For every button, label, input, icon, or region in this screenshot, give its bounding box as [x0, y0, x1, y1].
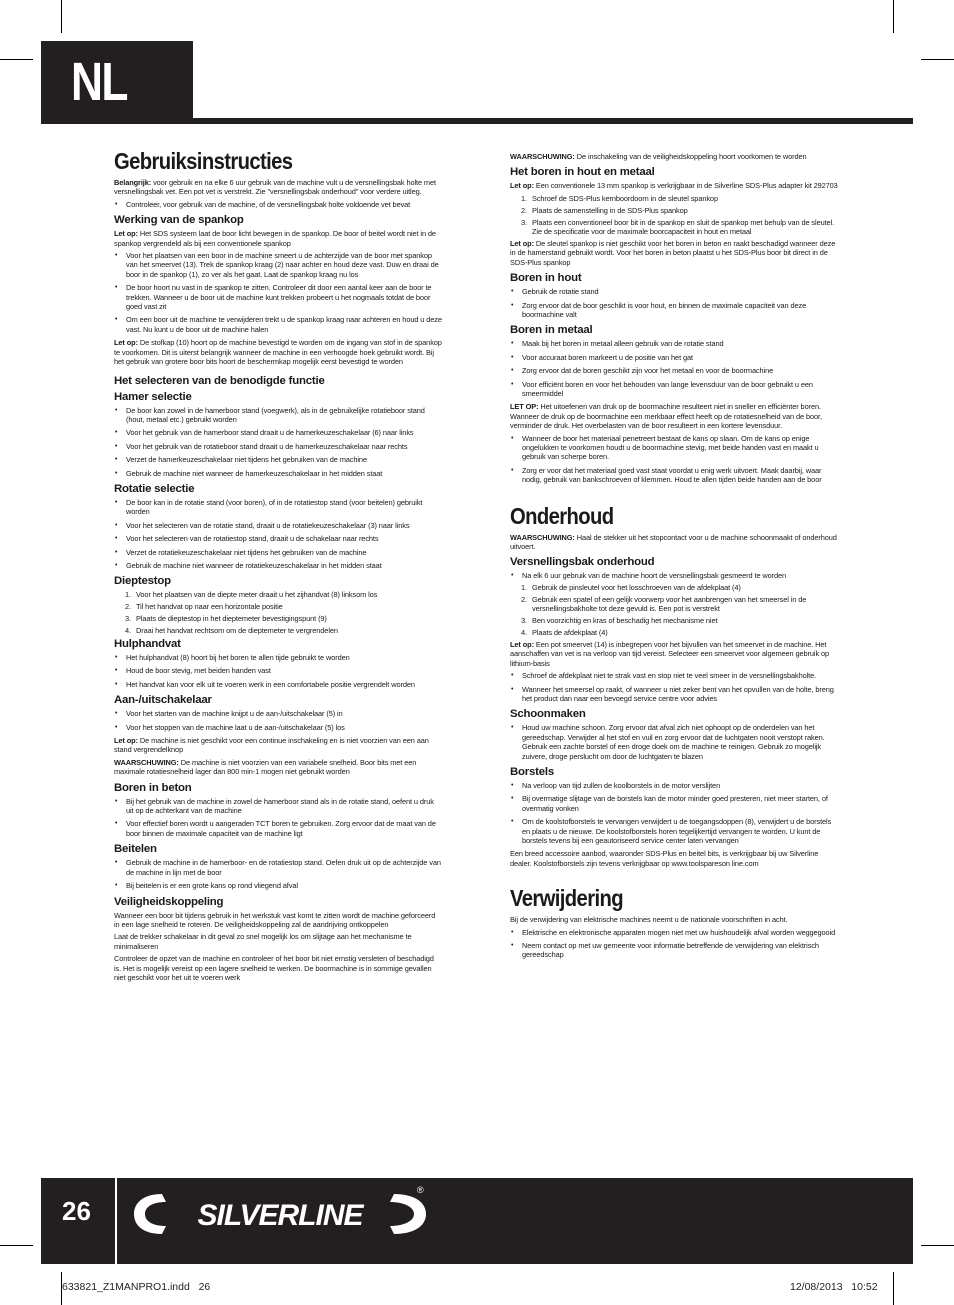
- list-item: 1. Voor het plaatsen van de diepte meter draait u het zijhandvat (8) linksom los: [125, 590, 378, 600]
- heading-veiligheid: Veiligheidskoppeling: [114, 895, 224, 908]
- list-item: • Voor effectief boren wordt u aangeraden TCT boren te gebruiken. Zorg ervoor dat de maat van de boor binnen de maximale capaciteit van de machine ligt: [114, 819, 442, 838]
- paragraph: Controleer de opzet van de machine en controleer of het boor bit niet ernstig versleten of beschadigd is. Het is mogelijk vereist op een lagere snelheid te werken. De boormachine is in sommige gevallen niet geschikt voor het uit te voeren werk: [114, 954, 434, 982]
- heading-schoonmaken: Schoonmaken: [510, 708, 586, 721]
- versnelling-steps: [510, 583, 838, 638]
- list-item: 1. Schroef de SDS-Plus kernboordoorn in de sleutel spankop: [521, 193, 718, 203]
- list-item: • Houd de boor stevig, met beiden handen vast: [114, 666, 442, 675]
- list-item: • Gebruik de machine in de hamerboor- en de rotatiestop stand. Oefen druk uit op de achterzijde van de machine in lijn met de boor: [114, 858, 442, 877]
- list-item: • Voor het plaatsen van een boor in de machine smeert u de achterzijde van de boor met spankop van het smeervet (13). Trek de spankop kraag (2) naar achter en houd deze vast. Duw en draai de boor in de spankop (1), zo ver als het gaat. Laat de spankop kraag nu los: [114, 251, 442, 279]
- list-item: • Voor het stoppen van de machine laat u de aan-/uitschakelaar (5) los: [114, 723, 442, 732]
- heading-hulphandvat: Hulphandvat: [114, 638, 181, 650]
- heading-borstels: Borstels: [510, 765, 554, 778]
- intro-bullets: [114, 200, 442, 209]
- section-title-verwijdering: Verwijdering: [510, 885, 623, 912]
- list-item: • Voor het gebruik van de rotatieboor stand draait u de hamerkeuzeschakelaar naar rechts: [114, 442, 442, 451]
- beton-bullets: [114, 797, 442, 839]
- beitelen-bullets: [114, 858, 442, 890]
- hout-bullets: [510, 287, 838, 319]
- list-item: • Maak bij het boren in metaal alleen gebruik van de rotatie stand: [510, 339, 838, 348]
- paragraph: Wanneer een boor bit tijdens gebruik in het werkstuk vast komt te zitten wordt de machine geforceerd in een lage snelheid te roteren. De veiligheidskoppeling zal de aandrijving ontkoppelen: [114, 910, 436, 929]
- note-paragraph: Let op: De stofkap (10) hoort op de machine bevestigd te worden om de ingang van stof in de spankop te voorkomen. Dit is uiterst belangrijk wanneer de machine in een verhoogde hoek gebruikt wordt. Bij het gebruik van grotere boor bits hoort de beschermkap mogelijk eerst bevestigd te worden: [114, 338, 442, 367]
- heading-functie: Het selecteren van de benodigde functie: [114, 374, 325, 387]
- list-item: • Houd uw machine schoon. Zorg ervoor dat afval zich niet ophoopt op de onderdelen van het gereedschap. Verwijder al het stof en vuil en zorg ervoor dat de luchtgaten nooit verstopt raken. Gebruik een zachte borstel of een droge doek om de machine te reinigen. Gebruik zo mogelijk zuivere, droge perslucht om door de luchtgaten te blazen: [510, 723, 838, 761]
- crop-mark: [0, 1245, 33, 1246]
- hamer-bullets: [114, 406, 442, 478]
- list-item: • Het hulphandvat (8) hoort bij het boren te allen tijde gebruikt te worden: [114, 653, 442, 662]
- note-paragraph: Let op: Het SDS systeem laat de boor licht bewegen in de spankop. De boor of beitel wordt niet in de spankop vergrendeld als bij een conventionele spankop: [114, 229, 436, 248]
- heading-beton: Boren in beton: [114, 781, 192, 794]
- list-item: • Na elk 6 uur gebruik van de machine hoort de versnellingsbak gesmeerd te worden: [510, 571, 838, 580]
- crop-mark: [921, 1245, 954, 1246]
- list-item: 4. Plaats de afdekplaat (4): [521, 628, 608, 637]
- note-paragraph: Let op: Een pot smeervet (14) is inbegrepen voor het bijvullen van het smeervet in de machine. Het aanschaffen van vet is na verloop van tijd vereist. Selecteer een smeervet voor algemeen gebruik op lithium-basis: [510, 639, 830, 668]
- list-item: • Wanneer de boor het materiaal penetreert bestaat de kans op slaan. Om de kans op enige ongelukken te voorkomen houdt u de boormachine stevig, met beide handen vast en maakt u gebruik van scherpe boren.: [510, 434, 838, 462]
- header-rule: [193, 118, 913, 124]
- list-item: • Voor het starten van de machine knijpt u de aan-/uitschakelaar (5) in: [114, 709, 442, 718]
- list-item: 2. Gebruik een spatel of een gelijk voorwerp voor het aanbrengen van het smeersel in de versnellingsbakholte tot deze gevuld is. Een pot is verstrekt: [521, 594, 807, 614]
- hout-metaal-steps: [510, 194, 838, 237]
- list-item: • Schroef de afdekplaat niet te strak vast en stop niet te veel smeer in de versnellingsbakholte.: [510, 671, 838, 680]
- heading-hamer: Hamer selectie: [114, 390, 192, 403]
- list-item: • Verzet de hamerkeuzeschakelaar niet tijdens het gebruiken van de machine: [114, 455, 442, 464]
- rotatie-bullets: [114, 498, 442, 570]
- silverline-logo-mark: [132, 1188, 432, 1240]
- paragraph: Bij de verwijdering van elektrische machines neemt u de nationale voorschriften in acht.: [510, 915, 788, 925]
- paragraph: Laat de trekker schakelaar in dit geval zo snel mogelijk los om slijtage aan het mechanisme te minimaliseren: [114, 932, 412, 951]
- warning-paragraph: WAARSCHUWING: De machine is niet voorzien van een variabele snelheid. Boor bits met een maximale rotatiesnelheid lager dan 800 min-1 mogen niet gebruikt worden: [114, 757, 417, 777]
- list-item: • Het handvat kan voor elk uit te voeren werk in een comfortabele positie vergrendelt worden: [114, 680, 442, 689]
- heading-hout: Boren in hout: [510, 272, 582, 285]
- metaal-bullets-2: [510, 434, 838, 485]
- list-item: • Controleer, voor gebruik van de machine, of de versnellingsbak holte voldoende vet bevat: [114, 200, 442, 209]
- versnelling-bullets-2: [510, 671, 838, 703]
- verwijdering-bullets: [510, 928, 838, 960]
- silverline-logo: [132, 1188, 432, 1240]
- list-item: • Neem contact op met uw gemeente voor informatie betreffende de verwijdering van elektrisch gereedschap: [510, 941, 838, 960]
- crop-mark: [61, 0, 62, 33]
- metaal-bullets: [510, 339, 838, 398]
- list-item: • Om een boor uit de machine te verwijderen trekt u de spankop kraag naar achteren en houd u deze vast. Nu kunt u de boor uit de machine halen: [114, 315, 442, 334]
- list-item: • De boor kan zowel in de hamerboor stand (voegwerk), als in de gebruikelijke rotatieboor stand (hout, metaal etc.) gebruikt worden: [114, 406, 442, 425]
- page-number: 26: [62, 1196, 91, 1226]
- list-item: • Bij overmatige slijtage van de borstels kan de motor minder goed presteren, niet meer starten, of overmatig vonken: [510, 794, 838, 813]
- list-item: • Voor accuraat boren markeert u de positie van het gat: [510, 353, 838, 362]
- slug-date-info: 12/08/2013 10:52: [790, 1281, 878, 1293]
- note-paragraph: Let op: Een conventionele 13 mm spankop is verkrijgbaar in de Silverline SDS-Plus adapter kit 292703: [510, 181, 838, 191]
- hulphandvat-bullets: [114, 653, 442, 689]
- list-item: • Gebruik de machine niet wanneer de hamerkeuzeschakelaar in het midden staat: [114, 469, 442, 478]
- borstels-bullets: [510, 781, 838, 845]
- list-item: • Elektrische en elektronische apparaten mogen niet met uw huishoudelijk afval worden weggegooid: [510, 928, 838, 937]
- slug-file-info: 633821_Z1MANPRO1.indd 26: [62, 1281, 211, 1293]
- list-item: 4. Draai het handvat rechtsom om de dieptemeter te vergrendelen: [125, 626, 338, 636]
- list-item: • Bij het gebruik van de machine in zowel de hamerboor stand als in de rotatie stand, oefent u druk uit op de achterkant van de machine: [114, 797, 442, 816]
- list-item: 3. Ben voorzichtig en kras of beschadig het mechanisme niet: [521, 616, 718, 626]
- crop-mark: [921, 59, 954, 60]
- list-item: • Wanneer het smeersel op raakt, of wanneer u niet zeker bent van het opvullen van de holte, breng het product dan naar een bevoegd service centre voor advies: [510, 685, 838, 704]
- crop-mark: [893, 0, 894, 33]
- list-item: • Om de koolstofborstels te vervangen verwijdert u de toegangsdoppen (8), verwijdert u de borstels en plaats u de nieuwe. De koolstofborstels horen tegelijkertijd vervangen te worden. U kunt de borstels tevens bij een geautoriseerd service center laten vervangen: [510, 817, 838, 845]
- heading-aanuit: Aan-/uitschakelaar: [114, 694, 212, 707]
- list-item: • Na verloop van tijd zullen de koolborstels in de motor verslijten: [510, 781, 838, 790]
- crop-mark: [893, 1272, 894, 1305]
- spankop-bullets: [114, 251, 442, 334]
- list-item: • Zorg ervoor dat de boren geschikt zijn voor het metaal en voor de boormachine: [510, 366, 838, 375]
- list-item: • De boor hoort nu vast in de spankop te zitten. Controleer dit door een aantal keer aan de boor te trekken. Wanneer u de boor uit de machine kunt trekken probeert u het nogmaals totdat de boor goed vast zit: [114, 283, 442, 311]
- list-item: • Gebruik de rotatie stand: [510, 287, 838, 296]
- list-item: • Bij beitelen is er een grote kans op rond vliegend afval: [114, 881, 442, 890]
- list-item: 3. Plaats een conventioneel boor bit in de spankop en sluit de spankop met behulp van de sleutel. Zie de specificatie voor de maximale boorcapaciteit in hout en metaal: [521, 217, 835, 237]
- list-item: • Voor het selecteren van de rotatiestop stand, draait u de schakelaar naar rechts: [114, 534, 442, 543]
- heading-dieptestop: Dieptestop: [114, 575, 171, 588]
- heading-metaal: Boren in metaal: [510, 324, 593, 337]
- right-column: [510, 152, 838, 964]
- list-item: 1. Gebruik de pinsleutel voor het losschroeven van de afdekplaat (4): [521, 582, 741, 592]
- intro-paragraph: Belangrijk: voor gebruik en na elke 6 uur gebruik van de machine vult u de versnellingsbak holte met versnellingsbak vet. Een pot vet is verstrekt. Zie "versnellingsbak onderhoud" voor verdere uitleg.: [114, 178, 436, 197]
- list-item: • Voor efficiënt boren en voor het behouden van lange levensduur van de boor gebruikt u een smeermiddel: [510, 380, 838, 399]
- list-item: • Zorg er voor dat het materiaal goed vast staat voordat u enig werk uitvoert. Maak daarbij, waar nodig, gebruik van bankschroeven of klemmen. Houd te allen tijden beide handen aan de boor: [510, 466, 838, 485]
- list-item: 2. Til het handvat op naar een horizontale positie: [125, 602, 283, 612]
- note-paragraph: Let op: De machine is niet geschikt voor een continue inschakeling en is niet voorzien van een aan stand vergrendelknop: [114, 736, 429, 755]
- heading-versnellingsbak: Versnellingsbak onderhoud: [510, 556, 655, 569]
- paragraph: Een breed accessoire aanbod, waaronder SDS-Plus en beitel bits, is verkrijgbaar bij uw Silverline dealer. Koolstofborstels zijn tevens verkrijgbaar op www.toolspareson line.com: [510, 849, 819, 868]
- section-title-gebruiksinstructies: Gebruiksinstructies: [114, 148, 293, 174]
- footer-divider: [115, 1178, 117, 1264]
- warning-paragraph: WAARSCHUWING: Haal de stekker uit het stopcontact voor u de machine schoonmaakt of onderhoud uitvoert.: [510, 532, 837, 552]
- section-title-onderhoud: Onderhoud: [510, 502, 614, 529]
- list-item: 3. Plaats de dieptestop in het dieptemeter bevestigingspunt (9): [125, 614, 327, 624]
- left-column: [114, 148, 442, 985]
- schoon-bullets: [510, 723, 838, 761]
- language-badge-label: NL: [71, 52, 127, 112]
- heading-spankop: Werking van de spankop: [114, 214, 244, 227]
- list-item: • Zorg ervoor dat de boor geschikt is voor hout, en binnen de maximale capaciteit van deze boormachine valt: [510, 301, 838, 320]
- versnelling-bullets: [510, 571, 838, 580]
- heading-beitelen: Beitelen: [114, 843, 157, 856]
- silverline-logo-text: SILVERLINE: [197, 1199, 363, 1232]
- list-item: 2. Plaats de samenstelling in de SDS-Plus spankop: [521, 205, 688, 215]
- heading-rotatie: Rotatie selectie: [114, 482, 195, 495]
- crop-mark: [0, 59, 33, 60]
- note-paragraph: LET OP: Het uitoefenen van druk op de boormachine resulteert niet in sneller en efficiënter boren. Wanneer de druk op de boormachine een merkbaar effect heeft op de rotatiesnelheid van de boor, verminder de druk. Het overbelasten van de boor resulteert in een kortere levensduur.: [510, 402, 822, 431]
- list-item: • Voor het selecteren van de rotatie stand, draait u de rotatiekeuzeschakelaar (3) naar links: [114, 521, 442, 530]
- dieptestop-steps: [114, 590, 442, 635]
- list-item: • Voor het gebruik van de hamerboor stand draait u de hamerkeuzeschakelaar (6) naar links: [114, 428, 442, 437]
- aanuit-bullets: [114, 709, 442, 732]
- list-item: • Gebruik de machine niet wanneer de rotatiekeuzeschakelaar in het midden staat: [114, 561, 442, 570]
- note-paragraph: Let op: De sleutel spankop is niet geschikt voor het boren in beton en raakt beschadigd wanneer deze in de hamerstand gebruikt wordt. Voor het boren in beton plaatst u het SDS-Plus boor bit direct in de SDS-Plus spankop: [510, 238, 836, 267]
- list-item: • De boor kan in de rotatie stand (voor boren), of in de rotatiestop stand (voor beitelen) gebruikt worden: [114, 498, 442, 517]
- list-item: • Verzet de rotatiekeuzeschakelaar niet tijdens het gebruiken van de machine: [114, 548, 442, 557]
- warning-paragraph: WAARSCHUWING: De inschakeling van de veiligheidskoppeling hoort voorkomen te worden: [510, 152, 807, 161]
- registered-mark: ®: [417, 1185, 424, 1195]
- heading-hout-metaal: Het boren in hout en metaal: [510, 166, 655, 179]
